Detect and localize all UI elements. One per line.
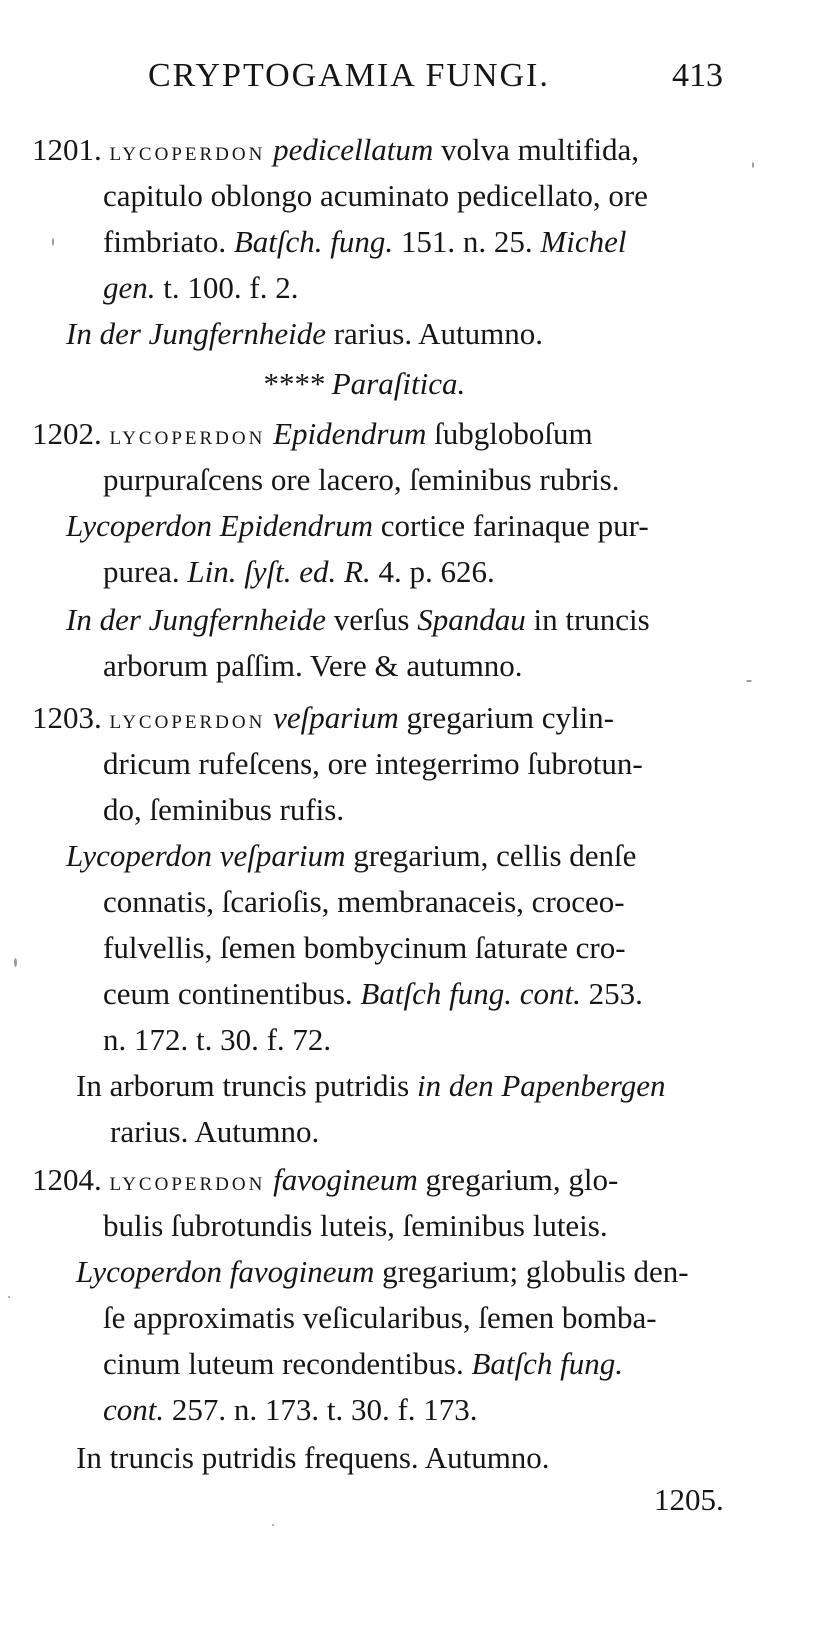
roman-text: ceum continentibus. (103, 976, 361, 1011)
roman-text: t. 100. f. 2. (155, 270, 299, 305)
roman-text: do, ſeminibus rufis. (103, 792, 345, 827)
genus-name: LYCOPERDON (109, 712, 274, 733)
paper-speck (752, 162, 754, 168)
roman-text: fulvellis, ſemen bombycinum ſaturate cro- (103, 930, 626, 965)
diagnosis-text: gregarium cylin- (398, 700, 614, 735)
roman-text: cortice farinaque pur- (373, 508, 649, 543)
roman-text: 257. n. 173. t. 30. f. 173. (164, 1392, 478, 1427)
roman-text: 4. p. 626. (370, 554, 495, 589)
diagnosis-line (103, 744, 643, 784)
synonym-line (103, 974, 643, 1014)
diagnosis-text: volva multifida, (433, 132, 639, 167)
entry-first-line (32, 1160, 618, 1205)
diagnosis-text: gregarium, glo- (417, 1162, 619, 1197)
entry-first-line (32, 414, 593, 459)
habitat-line (76, 1066, 665, 1106)
roman-text: connatis, ſcarioſis, membranaceis, croceo- (103, 884, 625, 919)
roman-text: capitulo oblongo acuminato pedicellato, ore (103, 178, 648, 213)
roman-text: 151. n. 25. (393, 224, 541, 259)
roman-text: in truncis (525, 602, 650, 637)
page-number: 413 (672, 57, 723, 94)
roman-text: In truncis putridis frequens. Autumno. (76, 1440, 550, 1475)
paper-speck (272, 1524, 274, 1526)
entry-number: 1204. (32, 1162, 110, 1197)
synonym-line (103, 1390, 478, 1430)
roman-text: dricum rufeſcens, ore integerrimo ſubrotun- (103, 746, 643, 781)
roman-text: fimbriato. (103, 224, 234, 259)
diagnosis-line (103, 460, 620, 500)
paper-speck (14, 958, 17, 967)
italic-text: gen. (103, 270, 156, 305)
species-epithet: Epidendrum (273, 416, 427, 451)
paper-speck (746, 680, 752, 682)
roman-text: rarius. Autumno. (110, 1114, 320, 1149)
genus-name: LYCOPERDON (109, 144, 274, 165)
roman-text: cinum luteum recondentibus. (103, 1346, 472, 1381)
species-epithet: veſparium (273, 700, 399, 735)
diagnosis-line (103, 790, 344, 830)
italic-text: Lycoperdon veſparium (66, 838, 346, 873)
catchword: 1205. (654, 1482, 724, 1517)
diagnosis-line (103, 222, 626, 262)
habitat-line (76, 1438, 550, 1478)
italic-text: Spandau (417, 602, 526, 637)
roman-text: In arborum truncis putridis (76, 1068, 417, 1103)
synonym-line (103, 882, 625, 922)
entry-number: 1202. (32, 416, 110, 451)
roman-text: arborum paſſim. Vere & autumno. (103, 648, 523, 683)
paper-speck (8, 1296, 10, 1298)
roman-text: verſus (325, 602, 418, 637)
roman-text: bulis ſubrotundis luteis, ſeminibus luteis. (103, 1208, 608, 1243)
entry-first-line (32, 130, 639, 175)
entry-number: 1201. (32, 132, 110, 167)
diagnosis-line (103, 268, 298, 308)
italic-text: In der Jungfernheide (66, 316, 326, 351)
genus-name: LYCOPERDON (109, 1174, 274, 1195)
italic-text: Batſch fung. cont. (360, 976, 581, 1011)
diagnosis-line (103, 176, 648, 216)
entry-first-line (32, 698, 614, 743)
italic-text: in den Papenbergen (416, 1068, 666, 1103)
diagnosis-text: ſubgloboſum (426, 416, 593, 451)
genus-name: LYCOPERDON (109, 428, 274, 449)
habitat-line (110, 1112, 319, 1152)
italic-text: In der Jungfernheide (66, 602, 326, 637)
habitat-line (66, 314, 543, 354)
italic-text: Michel (540, 224, 627, 259)
species-epithet: favogineum (273, 1162, 418, 1197)
synonym-line (103, 928, 626, 968)
italic-text: cont. (103, 1392, 165, 1427)
section-heading: **** Paraſitica. (262, 366, 466, 401)
roman-text: rarius. Autumno. (325, 316, 543, 351)
roman-text: gregarium; globulis den- (374, 1254, 689, 1289)
synonym-line (66, 836, 636, 876)
paper-speck (52, 238, 54, 246)
habitat-line (103, 646, 523, 686)
synonym-line (103, 1298, 657, 1338)
roman-text: gregarium, cellis denſe (345, 838, 637, 873)
synonym-line (103, 1020, 331, 1060)
diagnosis-line (103, 1206, 608, 1246)
italic-text: Lin. ſyſt. ed. R. (187, 554, 371, 589)
synonym-line (103, 552, 495, 592)
italic-text: Batſch fung. (471, 1346, 624, 1381)
entry-number: 1203. (32, 700, 110, 735)
habitat-line (66, 600, 650, 640)
roman-text: purea. (103, 554, 188, 589)
synonym-line (66, 506, 649, 546)
synonym-line (76, 1252, 689, 1292)
italic-text: Batſch. fung. (233, 224, 394, 259)
species-epithet: pedicellatum (273, 132, 434, 167)
roman-text: 253. (580, 976, 643, 1011)
italic-text: Lycoperdon favogineum (76, 1254, 375, 1289)
italic-text: Lycoperdon Epidendrum (66, 508, 374, 543)
running-head-title: CRYPTOGAMIA FUNGI. (148, 57, 550, 94)
roman-text: purpuraſcens ore lacero, ſeminibus rubris. (103, 462, 620, 497)
roman-text: n. 172. t. 30. f. 72. (103, 1022, 332, 1057)
synonym-line (103, 1344, 623, 1384)
roman-text: ſe approximatis veſicularibus, ſemen bomba- (103, 1300, 657, 1335)
